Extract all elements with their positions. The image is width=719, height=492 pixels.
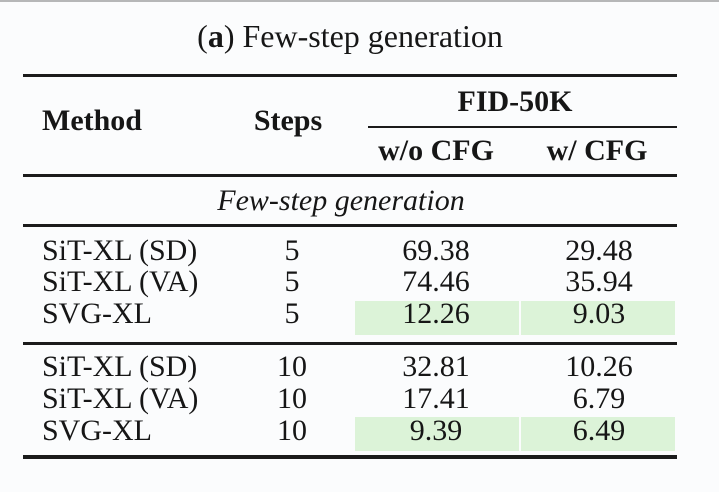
cell-steps: 10 (277, 382, 307, 415)
cell-method: SiT-XL (SD) (42, 234, 198, 267)
caption-open-paren: ( (197, 18, 208, 54)
cell-fid-wo-cfg: 32.81 (402, 350, 470, 383)
cell-fid-wo-cfg: 74.46 (402, 265, 470, 298)
screenshot-top-edge (0, 0, 719, 2)
cell-fid-w-cfg: 6.79 (572, 382, 626, 415)
header-bottom-rule (23, 174, 677, 177)
cell-steps: 5 (284, 265, 300, 298)
cell-fid-wo-cfg: 69.38 (402, 234, 470, 267)
cell-fid-wo-cfg: 12.26 (402, 297, 470, 330)
fid-group-rule (368, 126, 677, 128)
bottom-rule (23, 455, 677, 459)
cell-steps: 5 (284, 297, 300, 330)
section-bottom-rule (23, 224, 677, 227)
cell-method: SiT-XL (SD) (42, 350, 198, 383)
cell-fid-w-cfg: 29.48 (565, 234, 633, 267)
col-header-fid-50k: FID-50K (457, 85, 573, 118)
cell-fid-wo-cfg: 17.41 (402, 382, 470, 415)
caption-text: ) Few-step generation (223, 18, 503, 54)
col-header-w-cfg: w/ CFG (546, 134, 648, 167)
cell-steps: 5 (284, 234, 300, 267)
cell-fid-wo-cfg: 9.39 (409, 414, 463, 447)
mid-rule (23, 342, 677, 345)
cell-steps: 10 (277, 414, 307, 447)
cell-fid-w-cfg: 10.26 (565, 350, 633, 383)
col-header-wo-cfg: w/o CFG (378, 134, 494, 167)
cell-method: SiT-XL (VA) (42, 265, 199, 298)
cell-steps: 10 (277, 350, 307, 383)
cell-fid-w-cfg: 35.94 (565, 265, 633, 298)
cell-method: SiT-XL (VA) (42, 382, 199, 415)
section-label: Few-step generation (217, 184, 465, 217)
table-caption (197, 20, 503, 52)
cell-method: SVG-XL (42, 414, 152, 447)
caption-label: a (207, 18, 224, 54)
cell-fid-w-cfg: 9.03 (572, 297, 626, 330)
col-header-steps: Steps (253, 104, 323, 137)
cell-method: SVG-XL (42, 297, 152, 330)
cell-fid-w-cfg: 6.49 (572, 414, 626, 447)
col-header-method: Method (42, 104, 142, 137)
top-rule (23, 74, 677, 77)
